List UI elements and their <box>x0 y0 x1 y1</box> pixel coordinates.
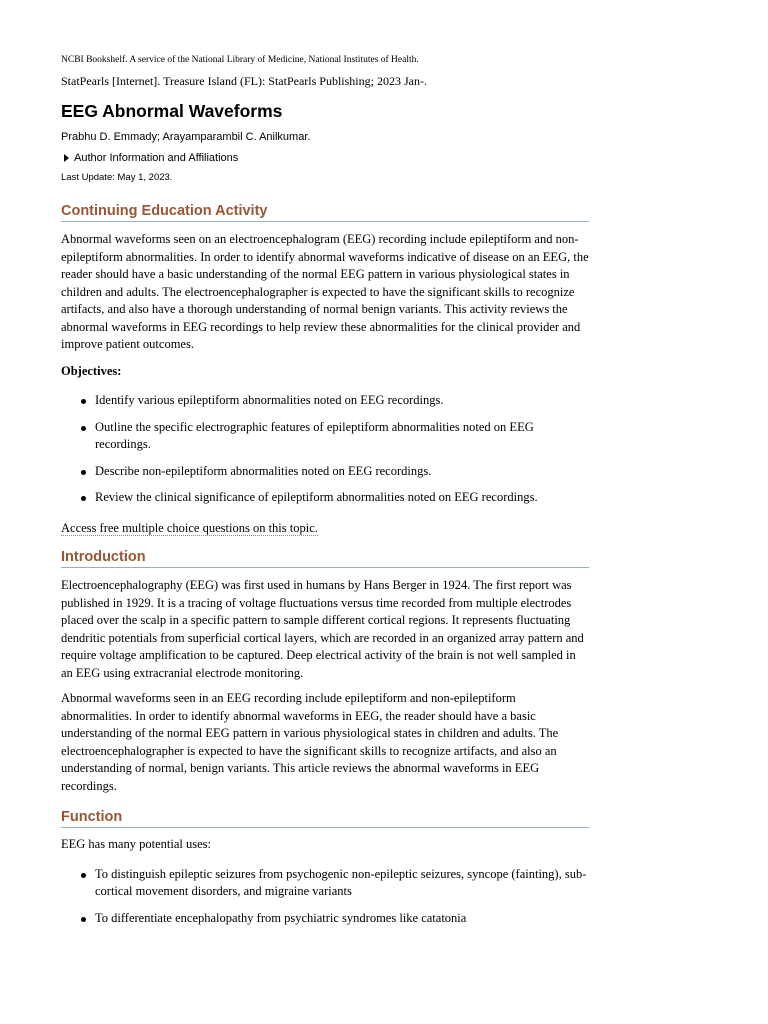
section-heading-introduction: Introduction <box>61 548 589 568</box>
author-list: Prabhu D. Emmady; Arayamparambil C. Anilkumar. <box>61 131 311 143</box>
cea-paragraph: Abnormal waveforms seen on an electroencephalogram (EEG) recording include epileptiform and non-epileptiform abnormalities. In order to identify abnormal waveforms indicative of disease on an EEG, the reader should have a basic understanding of the normal EEG pattern in various physiological states in children and adults. The electroencephalographer is expected to have the significant skills to recognize artifacts, and also have a thorough understanding of normal benign variants. This activity reviews the abnormal waveforms in EEG recordings to help review these abnormalities for the clinical provider and improve patient outcomes. <box>61 232 589 351</box>
function-list <box>61 866 589 928</box>
objectives-list <box>61 392 589 507</box>
intro-paragraph-2: Abnormal waveforms seen in an EEG recording include epileptiform and non-epileptiform abnormalities. In order to identify abnormal waveforms in EEG, the reader should have a basic understanding of the normal EEG pattern in various physiological states in children and adults. The electroencephalographer is expected to have the significant skills to recognize artifacts, and also an understanding of normal, benign variants. This article reviews the abnormal waveforms in EEG recordings. <box>61 691 559 793</box>
last-update: Last Update: May 1, 2023. <box>61 172 173 183</box>
section-function <box>61 808 589 927</box>
objective-item: Describe non-epileptiform abnormalities noted on EEG recordings. <box>95 463 589 481</box>
objective-item: Identify various epileptiform abnormalities noted on EEG recordings. <box>95 392 589 410</box>
section-introduction <box>61 548 589 795</box>
intro-paragraph-1: Electroencephalography (EEG) was first used in humans by Hans Berger in 1924. The first report was published in 1929. It is a tracing of voltage fluctuations versus time recorded from multiple electrodes placed over the scalp in a specific pattern to sample different cortical regions. It represents fluctuating dendritic potentials from superficial cortical layers, which are recorded in an organized array pattern and require voltage amplification to be captured. Deep electrical activity of the brain is not well sampled in an EEG using extracranial electrode monitoring. <box>61 578 584 680</box>
function-item: To differentiate encephalopathy from psychiatric syndromes like catatonia <box>95 910 589 928</box>
objective-item: Review the clinical significance of epileptiform abnormalities noted on EEG recordings. <box>95 489 589 507</box>
objective-item: Outline the specific electrographic features of epileptiform abnormalities noted on EEG recordings. <box>95 419 589 454</box>
disclosure-triangle-icon <box>64 154 69 162</box>
page-title: EEG Abnormal Waveforms <box>61 101 283 121</box>
author-affiliations-label: Author Information and Affiliations <box>74 152 239 164</box>
function-paragraph: EEG has many potential uses: <box>61 837 211 851</box>
objectives-label: Objectives: <box>61 363 122 378</box>
section-continuing-education <box>61 202 589 537</box>
section-heading-function: Function <box>61 808 589 828</box>
access-mcq-link[interactable]: Access free multiple choice questions on this topic. <box>61 520 318 535</box>
section-heading-continuing-education: Continuing Education Activity <box>61 202 589 222</box>
function-item: To distinguish epileptic seizures from psychogenic non-epileptic seizures, syncope (fainting), sub-cortical movement disorders, and migraine variants <box>95 866 589 901</box>
citation-line: StatPearls [Internet]. Treasure Island (FL): StatPearls Publishing; 2023 Jan-. <box>61 74 427 88</box>
ncbi-service-line: NCBI Bookshelf. A service of the National Library of Medicine, National Institutes of Health. <box>61 55 419 65</box>
author-affiliations-toggle[interactable] <box>64 152 238 164</box>
